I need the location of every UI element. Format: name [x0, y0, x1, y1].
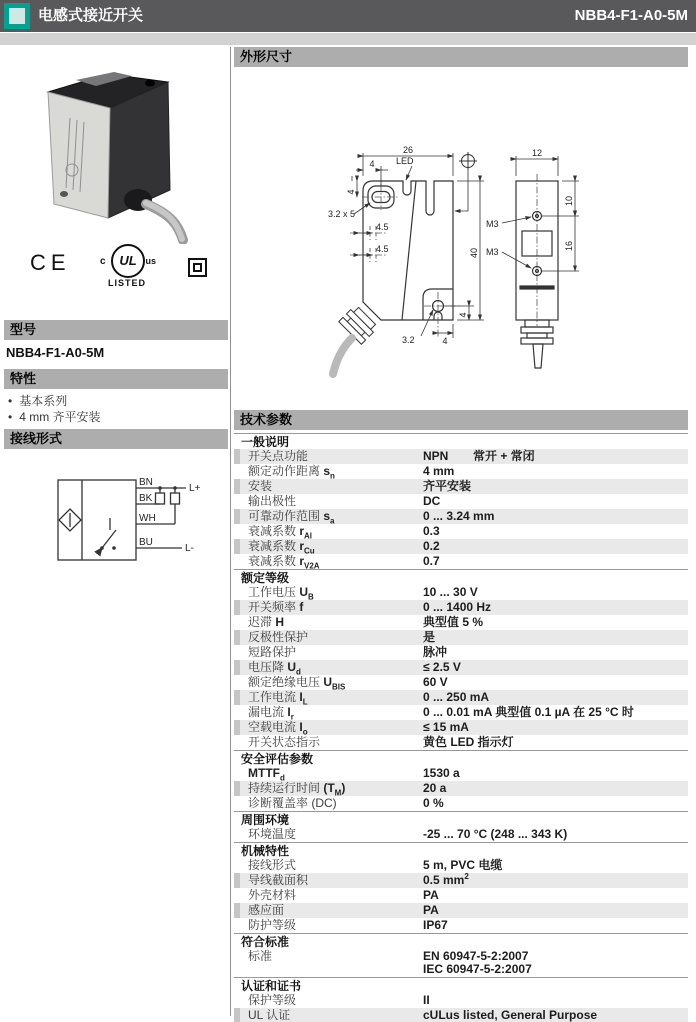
section-header-features: 特性 — [4, 369, 228, 389]
table-row — [234, 903, 688, 918]
ul-listed-label: LISTED — [107, 278, 146, 288]
param-value: II — [423, 993, 430, 1007]
wiring-diagram — [48, 462, 208, 572]
svg-text:M3: M3 — [486, 247, 499, 257]
param-label: 开关频率 f — [248, 600, 304, 614]
param-label: 可靠动作范围 $s_a$ — [248, 509, 335, 526]
table-section-header: 一般说明 — [234, 433, 688, 449]
param-label: 输出极性 — [248, 494, 297, 508]
table-row — [234, 600, 688, 615]
param-label: 感应面 — [248, 903, 285, 917]
param-label: 保护等级 — [248, 993, 297, 1007]
param-value: 0 ... 3.24 mm — [423, 509, 495, 523]
table-section-header: 符合标准 — [234, 933, 688, 949]
svg-text:4.5: 4.5 — [376, 244, 389, 254]
protection-class-ii-icon — [188, 258, 207, 277]
svg-text:4: 4 — [369, 159, 375, 169]
header-model-number: NBB4-F1-A0-5M — [574, 7, 688, 24]
param-label: 安装 — [248, 479, 273, 493]
feature-item: • 基本系列 — [8, 394, 68, 408]
header-bar — [0, 0, 696, 32]
ul-us-label: us — [145, 256, 156, 266]
param-label: 空载电流 $I_o$ — [248, 720, 308, 737]
param-label: 防护等级 — [248, 918, 297, 932]
param-value: 20 a — [423, 781, 447, 795]
param-label: 额定动作距离 $s_n$ — [248, 464, 335, 481]
svg-text:10: 10 — [564, 195, 574, 207]
product-photo — [20, 52, 210, 244]
param-value: 脉冲 — [423, 645, 448, 659]
param-label: 导线截面积 — [248, 873, 309, 887]
param-label: 迟滞 H — [248, 615, 285, 629]
brand-icon — [4, 3, 30, 29]
table-section-header: 机械特性 — [234, 842, 688, 858]
section-header-model: 型号 — [4, 320, 228, 340]
param-value: NPN 常开 + 常闭 — [423, 449, 535, 463]
table-row — [234, 918, 688, 933]
param-value: PA — [423, 903, 439, 917]
param-label: 衰减系数 $r_{V2A}$ — [248, 554, 320, 571]
param-label: 持续运行时间 $(T_M)$ — [248, 781, 346, 798]
ul-c-label: c — [100, 256, 106, 267]
table-row — [234, 585, 688, 600]
param-value: PA — [423, 888, 439, 902]
param-value: 0.7 — [423, 554, 440, 568]
param-label: 额定绝缘电压 $U_{BIS}$ — [248, 675, 346, 692]
svg-text:4: 4 — [442, 336, 448, 346]
table-row — [234, 735, 688, 750]
svg-text:12: 12 — [531, 148, 543, 158]
ce-mark: CE — [30, 250, 71, 275]
param-value: 典型值 5 % — [423, 615, 484, 629]
table-row — [234, 766, 688, 781]
table-row — [234, 888, 688, 903]
param-label: 工作电压 $U_B$ — [248, 585, 314, 602]
table-row — [234, 449, 688, 464]
param-value: 黄色 LED 指示灯 — [423, 735, 514, 749]
param-value: ≤ 15 mA — [423, 720, 469, 734]
param-value: -25 ... 70 °C (248 ... 343 K) — [423, 827, 568, 841]
table-row — [234, 630, 688, 645]
param-value: 0 % — [423, 796, 444, 810]
param-value: 0 ... 0.01 mA 典型值 0.1 µA 在 25 °C 时 — [423, 705, 634, 719]
table-row — [234, 796, 688, 811]
param-value: cULus listed, General Purpose — [423, 1008, 598, 1022]
param-value: IP67 — [423, 918, 448, 932]
param-label: 开关点功能 — [248, 449, 309, 463]
param-label: 外壳材料 — [248, 888, 297, 902]
svg-text:16: 16 — [564, 240, 574, 252]
table-row — [234, 993, 688, 1008]
feature-item: • 4 mm 齐平安装 — [8, 410, 101, 424]
table-row — [234, 645, 688, 660]
svg-text:L+: L+ — [189, 483, 201, 494]
param-label: 标准 — [248, 949, 273, 963]
param-value: 10 ... 30 V — [423, 585, 478, 599]
section-header-connection: 接线形式 — [4, 429, 228, 449]
ul-circle-icon: UL — [111, 244, 145, 278]
svg-text:BN: BN — [139, 477, 153, 488]
table-row — [234, 524, 688, 539]
param-label: 反极性保护 — [248, 630, 309, 644]
tech-table — [234, 433, 688, 1022]
svg-text:40: 40 — [469, 247, 479, 259]
param-value: 0.3 — [423, 524, 440, 538]
svg-text:4.5: 4.5 — [376, 222, 389, 232]
header-substrip — [0, 33, 696, 45]
table-row — [234, 949, 688, 977]
param-label: 衰减系数 $r_{Cu}$ — [248, 539, 315, 556]
param-value: ≤ 2.5 V — [423, 660, 461, 674]
features-list — [8, 393, 101, 425]
table-section-header: 额定等级 — [234, 569, 688, 585]
table-row — [234, 494, 688, 509]
table-row — [234, 675, 688, 690]
table-row — [234, 827, 688, 842]
param-label: 接线形式 — [248, 858, 297, 872]
param-value: DC — [423, 494, 441, 508]
param-value: 0.5 $mm^2$ — [423, 872, 469, 887]
param-label: 工作电流 $I_L$ — [248, 690, 308, 707]
svg-text:BU: BU — [139, 537, 153, 548]
param-label: 诊断覆盖率 (DC) — [248, 796, 337, 810]
table-row — [234, 660, 688, 675]
table-row — [234, 464, 688, 479]
param-label: $MTTF_d$ — [248, 766, 285, 783]
svg-text:L-: L- — [185, 543, 194, 554]
param-label: 衰减系数 $r_{Al}$ — [248, 524, 313, 541]
param-value: 0 ... 1400 Hz — [423, 600, 492, 614]
table-row — [234, 858, 688, 873]
svg-text:3.2 x 5: 3.2 x 5 — [328, 209, 356, 219]
svg-text:BK: BK — [139, 493, 153, 504]
svg-text:4: 4 — [346, 189, 356, 195]
table-row — [234, 1008, 688, 1022]
table-row — [234, 615, 688, 630]
param-value: 齐平安装 — [423, 479, 472, 493]
param-label: 环境温度 — [248, 827, 297, 841]
svg-text:4: 4 — [458, 312, 468, 318]
dimension-drawing — [326, 126, 666, 402]
param-value: 4 mm — [423, 464, 455, 478]
param-label: UL 认证 — [248, 1008, 291, 1022]
table-row — [234, 479, 688, 494]
table-row — [234, 781, 688, 796]
table-row — [234, 554, 688, 569]
svg-text:26: 26 — [402, 145, 414, 155]
table-row — [234, 873, 688, 888]
param-value: 0.2 — [423, 539, 440, 553]
table-row — [234, 720, 688, 735]
svg-text:3.2: 3.2 — [402, 335, 415, 345]
section-header-dimensions: 外形尺寸 — [234, 47, 688, 67]
table-section-header: 周围环境 — [234, 811, 688, 827]
param-value-2: 常开 + 常闭 — [473, 449, 535, 463]
table-row — [234, 539, 688, 554]
param-value: 1530 a — [423, 766, 460, 780]
param-value: 是 — [423, 630, 436, 644]
section-header-technical-data: 技术参数 — [234, 410, 688, 430]
table-section-header: 认证和证书 — [234, 977, 688, 993]
param-label: 开关状态指示 — [248, 735, 321, 749]
param-value: 60 V — [423, 675, 448, 689]
ul-mark — [96, 244, 158, 290]
model-number: NBB4-F1-A0-5M — [6, 345, 105, 360]
param-label: 漏电流 $I_r$ — [248, 705, 294, 722]
param-value: 0 ... 250 mA — [423, 690, 490, 704]
param-value: EN 60947-5-2:2007 IEC 60947-5-2:2007 — [423, 949, 532, 976]
table-row — [234, 690, 688, 705]
param-label: 电压降 $U_d$ — [248, 660, 301, 677]
table-row — [234, 705, 688, 720]
svg-text:M3: M3 — [486, 219, 499, 229]
param-value: 5 m, PVC 电缆 — [423, 858, 503, 872]
page-title: 电感式接近开关 — [38, 7, 144, 24]
svg-text:LED: LED — [396, 156, 414, 166]
svg-text:WH: WH — [139, 513, 156, 524]
table-section-header: 安全评估参数 — [234, 750, 688, 766]
column-divider — [230, 47, 231, 1016]
table-row — [234, 509, 688, 524]
param-label: 短路保护 — [248, 645, 297, 659]
